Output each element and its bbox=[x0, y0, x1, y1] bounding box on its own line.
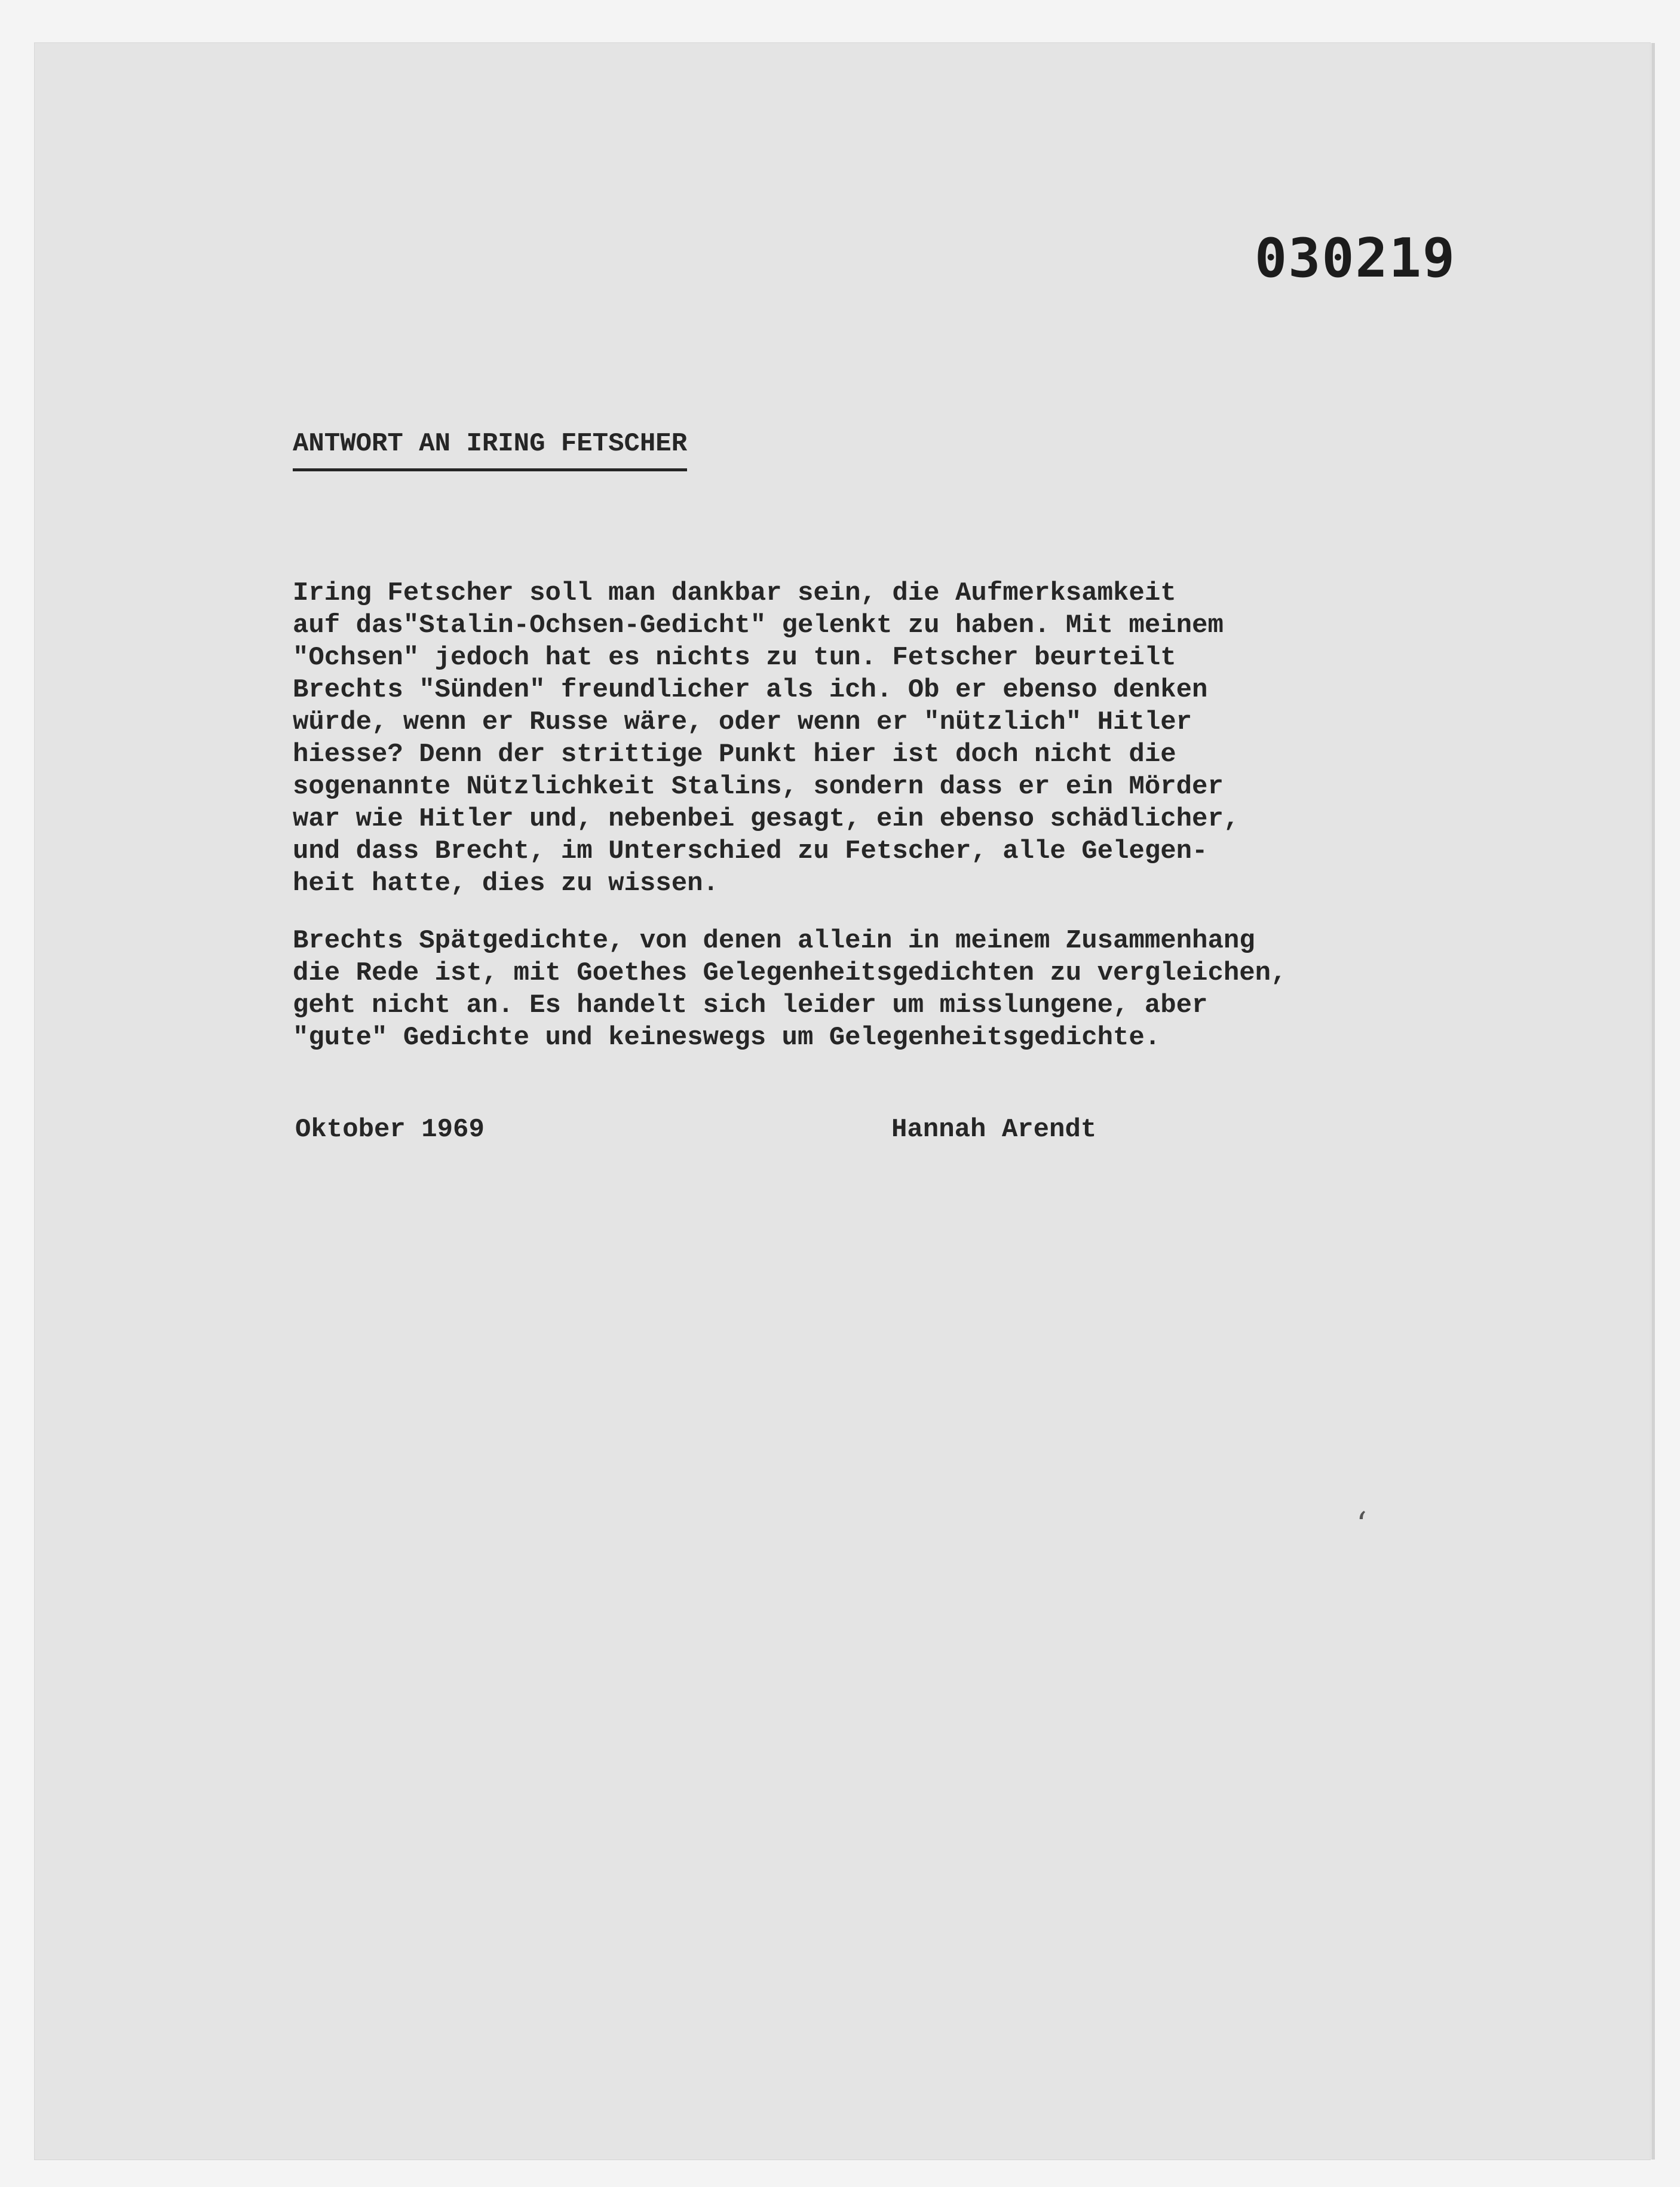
text-line: Iring Fetscher soll man dankbar sein, die Aufmerksamkeit bbox=[293, 578, 1176, 608]
text-line: sogenannte Nützlichkeit Stalins, sondern dass er ein Mörder bbox=[293, 772, 1224, 802]
document-title: ANTWORT AN IRING FETSCHER bbox=[293, 429, 687, 471]
typewritten-page bbox=[35, 43, 1650, 2160]
text-line: Brechts "Sünden" freundlicher als ich. Ob er ebenso denken bbox=[293, 675, 1208, 705]
author-name: Hannah Arendt bbox=[891, 1115, 1097, 1145]
text-line: würde, wenn er Russe wäre, oder wenn er "nützlich" Hitler bbox=[293, 707, 1192, 737]
text-line: die Rede ist, mit Goethes Gelegenheitsgedichten zu vergleichen, bbox=[293, 958, 1287, 988]
text-line: geht nicht an. Es handelt sich leider um misslungene, aber bbox=[293, 990, 1208, 1020]
page-edge-shadow bbox=[1651, 43, 1655, 2160]
document-date: Oktober 1969 bbox=[295, 1115, 485, 1145]
text-line: Brechts Spätgedichte, von denen allein in meinem Zusammenhang bbox=[293, 926, 1255, 956]
archive-stamp-number: 030219 bbox=[1255, 227, 1457, 290]
text-line: "Ochsen" jedoch hat es nichts zu tun. Fetscher beurteilt bbox=[293, 643, 1176, 673]
text-line: und dass Brecht, im Unterschied zu Fetscher, alle Gelegen- bbox=[293, 836, 1208, 866]
text-line: hiesse? Denn der strittige Punkt hier ist doch nicht die bbox=[293, 740, 1176, 769]
paragraph-2 bbox=[293, 925, 1476, 1054]
text-line: war wie Hitler und, nebenbei gesagt, ein ebenso schädlicher, bbox=[293, 804, 1240, 834]
text-line: "gute" Gedichte und keineswegs um Gelegenheitsgedichte. bbox=[293, 1023, 1161, 1053]
text-line: heit hatte, dies zu wissen. bbox=[293, 869, 719, 898]
text-line: auf das"Stalin-Ochsen-Gedicht" gelenkt zu haben. Mit meinem bbox=[293, 611, 1224, 640]
title-block bbox=[293, 429, 687, 471]
paragraph-1 bbox=[293, 577, 1476, 900]
stray-pencil-mark-icon: ‘ bbox=[1356, 1505, 1367, 1544]
